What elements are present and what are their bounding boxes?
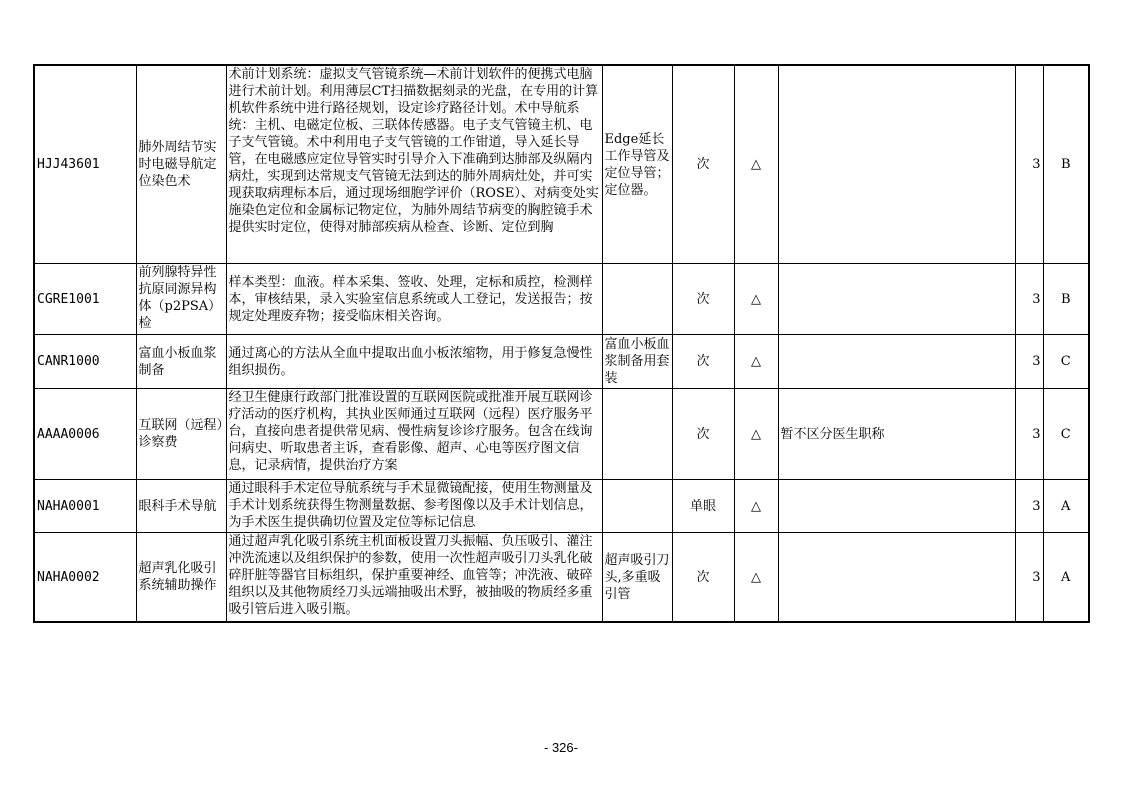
page-number: - 326- <box>544 740 578 755</box>
item-num: 3 <box>1015 533 1043 623</box>
item-mark: △ <box>734 335 778 389</box>
item-grade: A <box>1043 480 1089 533</box>
item-mark: △ <box>734 264 778 335</box>
item-num: 3 <box>1015 65 1043 264</box>
item-description: 术前计划系统：虚拟支气管镜系统—术前计划软件的便携式电脑进行术前计划。利用薄层CT扫描数据刻录的光盘，在专用的计算机软件系统中进行路径规划，设定诊疗路径计划。术中导航系统：主机、电磁定位板、三联体传感器。电子支气管镜主机、电子支气管镜。术中利用电子支气管镜的工作钳道，导入延长导管，在电磁感应定位导管实时引导介入下准确到达肺部及纵隔内病灶，实现到达常规支气管镜无法到达的肺外周病灶处，并可实现获取病理标本后，通过现场细胞学评价（ROSE）、对病变处实施染色定位和金属标记物定位，为肺外周结节病变的胸腔镜手术提供实时定位，使得对肺部疾病从检查、诊断、定位到胸 <box>226 65 602 264</box>
item-grade: C <box>1043 335 1089 389</box>
item-mark: △ <box>734 480 778 533</box>
item-mark: △ <box>734 65 778 264</box>
item-grade: C <box>1043 389 1089 480</box>
item-num: 3 <box>1015 264 1043 335</box>
item-unit: 次 <box>672 389 734 480</box>
table-row <box>34 264 1089 335</box>
item-description: 通过超声乳化吸引系统主机面板设置刀头振幅、负压吸引、灌注冲洗流速以及组织保护的参数，使用一次性超声吸引刀头乳化破碎肝脏等器官目标组织，保护重要神经、血管等；冲洗液、破碎组织以及其他物质经刀头远端抽吸出术野，被抽吸的物质经多重吸引管后进入吸引瓶。 <box>226 533 602 623</box>
item-code: CANR1000 <box>34 335 136 389</box>
item-materials <box>602 389 672 480</box>
item-grade: B <box>1043 264 1089 335</box>
item-unit: 单眼 <box>672 480 734 533</box>
item-materials <box>602 264 672 335</box>
item-materials: Edge延长工作导管及定位导管；定位器。 <box>602 65 672 264</box>
item-code: NAHA0001 <box>34 480 136 533</box>
item-description: 通过离心的方法从全血中提取出血小板浓缩物，用于修复急慢性组织损伤。 <box>226 335 602 389</box>
item-unit: 次 <box>672 335 734 389</box>
item-name: 超声乳化吸引系统辅助操作 <box>136 533 226 623</box>
item-note <box>778 335 1015 389</box>
item-grade: B <box>1043 65 1089 264</box>
item-note <box>778 480 1015 533</box>
item-code: NAHA0002 <box>34 533 136 623</box>
item-materials: 超声吸引刀头,多重吸引管 <box>602 533 672 623</box>
item-num: 3 <box>1015 335 1043 389</box>
item-materials <box>602 480 672 533</box>
item-materials: 富血小板血浆制备用套装 <box>602 335 672 389</box>
item-note: 暂不区分医生职称 <box>778 389 1015 480</box>
fee-table <box>33 64 1090 623</box>
item-unit: 次 <box>672 533 734 623</box>
item-description: 样本类型：血液。样本采集、签收、处理，定标和质控，检测样本，审核结果，录入实验室信息系统或人工登记，发送报告；按规定处理废弃物；接受临床相关咨询。 <box>226 264 602 335</box>
item-mark: △ <box>734 533 778 623</box>
item-num: 3 <box>1015 480 1043 533</box>
table-row <box>34 335 1089 389</box>
item-name: 肺外周结节实时电磁导航定位染色术 <box>136 65 226 264</box>
item-unit: 次 <box>672 264 734 335</box>
item-grade: A <box>1043 533 1089 623</box>
item-code: AAAA0006 <box>34 389 136 480</box>
table-row <box>34 389 1089 480</box>
item-name: 互联网（远程）诊察费 <box>136 389 226 480</box>
item-name: 富血小板血浆制备 <box>136 335 226 389</box>
table-row <box>34 533 1089 623</box>
item-num: 3 <box>1015 389 1043 480</box>
item-name: 前列腺特异性抗原同源异构体（p2PSA）检 <box>136 264 226 335</box>
table-row <box>34 480 1089 533</box>
item-unit: 次 <box>672 65 734 264</box>
item-name: 眼科手术导航 <box>136 480 226 533</box>
table-row <box>34 65 1089 264</box>
item-code: CGRE1001 <box>34 264 136 335</box>
item-mark: △ <box>734 389 778 480</box>
item-description: 通过眼科手术定位导航系统与手术显微镜配接，使用生物测量及手术计划系统获得生物测量数据、参考图像以及手术计划信息，为手术医生提供确切位置及定位等标记信息 <box>226 480 602 533</box>
item-note <box>778 533 1015 623</box>
item-note <box>778 65 1015 264</box>
item-code: HJJ43601 <box>34 65 136 264</box>
item-note <box>778 264 1015 335</box>
item-description: 经卫生健康行政部门批准设置的互联网医院或批准开展互联网诊疗活动的医疗机构，其执业医师通过互联网（远程）医疗服务平台，直接向患者提供常见病、慢性病复诊诊疗服务。包含在线询问病史、听取患者主诉，查看影像、超声、心电等医疗图文信息，记录病情，提供治疗方案 <box>226 389 602 480</box>
